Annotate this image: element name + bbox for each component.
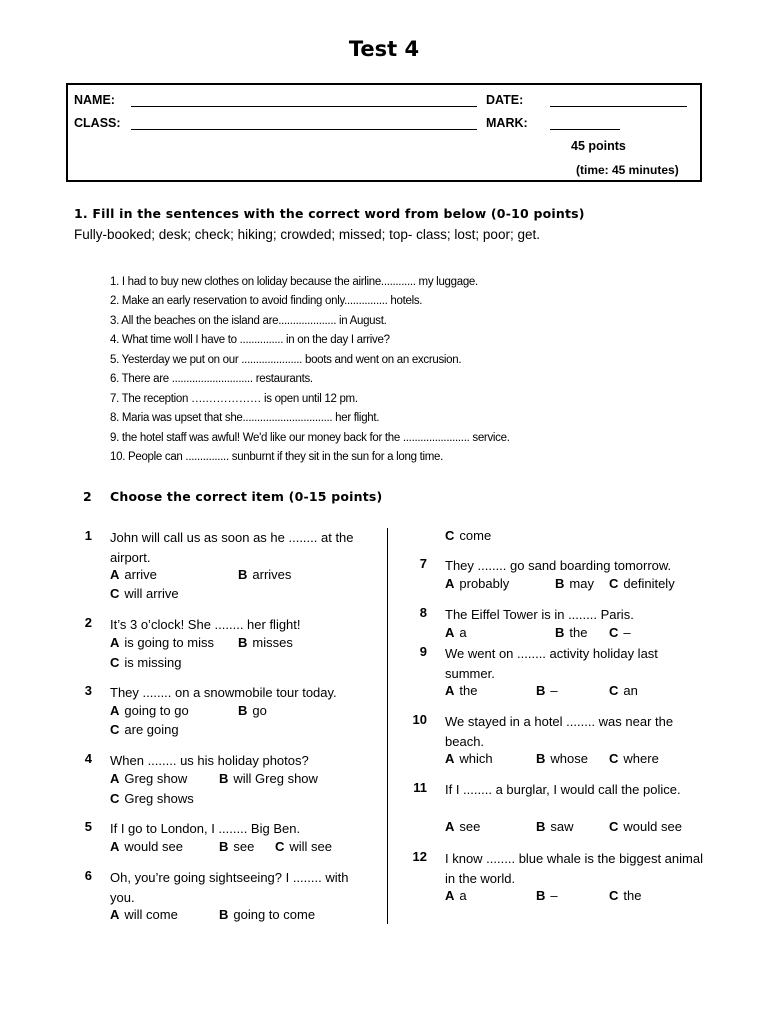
option-c[interactable] <box>609 625 631 640</box>
option-letter: C <box>110 791 120 806</box>
question-number: 2 <box>84 615 92 630</box>
question-text: If I ........ a burglar, I would call the police. <box>445 782 681 797</box>
question-number: 1 <box>84 528 92 543</box>
option-text: is missing <box>124 655 182 670</box>
option-letter: B <box>555 625 565 640</box>
question-number: 11 <box>413 780 427 795</box>
option-text: will arrive <box>124 586 179 601</box>
option-letter: C <box>609 888 619 903</box>
option-text: saw <box>550 819 574 834</box>
sentence-item: 10. People can ............... sunburnt if they sit in the sun for a long time. <box>110 451 443 463</box>
option-text: where <box>623 751 659 766</box>
option-letter: A <box>110 635 120 650</box>
option-letter: B <box>238 635 248 650</box>
option-text: are going <box>124 722 179 737</box>
name-label: NAME: <box>74 93 115 107</box>
option-b[interactable] <box>555 576 594 591</box>
option-text: a <box>459 625 467 640</box>
date-field[interactable] <box>550 106 687 107</box>
option-a[interactable] <box>445 625 467 640</box>
sentence-item: 3. All the beaches on the island are.................... in August. <box>110 315 387 327</box>
option-text: come <box>459 528 492 543</box>
question-text: They ........ on a snowmobile tour today. <box>110 685 337 700</box>
option-c[interactable] <box>609 683 638 698</box>
total-points: 45 points <box>571 139 626 153</box>
option-text: – <box>550 683 558 698</box>
option-text: an <box>623 683 638 698</box>
option-c[interactable] <box>110 586 179 601</box>
date-label: DATE: <box>486 93 524 107</box>
question-text: The Eiffel Tower is in ........ Paris. <box>445 607 634 622</box>
option-c[interactable] <box>110 655 181 670</box>
question-text: If I go to London, I ........ Big Ben. <box>110 821 301 836</box>
option-letter: C <box>110 722 120 737</box>
option-letter: C <box>609 576 619 591</box>
option-letter: A <box>445 888 455 903</box>
option-letter: A <box>110 771 120 786</box>
option-text: definitely <box>623 576 675 591</box>
option-text: arrives <box>252 567 292 582</box>
sentence-item: 2. Make an early reservation to avoid finding only............... hotels. <box>110 295 423 307</box>
option-c[interactable] <box>609 751 659 766</box>
option-letter: C <box>609 625 619 640</box>
option-letter: A <box>445 751 455 766</box>
option-a[interactable] <box>445 683 477 698</box>
question-text: It’s 3 o’clock! She ........ her flight! <box>110 617 301 632</box>
option-text: misses <box>252 635 293 650</box>
option-text: would see <box>124 839 183 854</box>
option-a[interactable] <box>110 771 187 786</box>
option-text: see <box>459 819 481 834</box>
option-letter: B <box>536 683 546 698</box>
option-text: see <box>233 839 255 854</box>
option-a[interactable] <box>110 635 214 650</box>
question-number: 12 <box>412 849 427 864</box>
option-letter: A <box>110 839 120 854</box>
option-text: the <box>623 888 642 903</box>
option-letter: C <box>275 839 285 854</box>
option-a[interactable] <box>110 567 157 582</box>
question-number: 9 <box>419 644 427 659</box>
option-letter: A <box>445 576 455 591</box>
option-text: the <box>459 683 478 698</box>
option-letter: B <box>219 839 229 854</box>
option-letter: B <box>536 819 546 834</box>
option-text: going to go <box>124 703 189 718</box>
option-letter: A <box>445 625 455 640</box>
option-text: whose <box>550 751 588 766</box>
section1-heading: 1. Fill in the sentences with the correct word from below (0-10 points) <box>74 206 585 221</box>
option-b[interactable] <box>555 625 587 640</box>
question-number: 6 <box>84 868 92 883</box>
option-b[interactable] <box>238 635 293 650</box>
option-text: Greg shows <box>124 791 194 806</box>
option-letter: A <box>110 907 120 922</box>
class-field[interactable] <box>131 129 477 130</box>
option-text: will see <box>289 839 333 854</box>
option-b[interactable] <box>238 703 267 718</box>
option-c[interactable] <box>609 888 641 903</box>
option-c[interactable] <box>110 791 194 806</box>
option-letter: B <box>536 888 546 903</box>
option-text: a <box>459 888 467 903</box>
question-text: We stayed in a hotel ........ was near the beach. <box>445 714 674 749</box>
sentence-item: 8. Maria was upset that she............................... her flight. <box>110 412 380 424</box>
question-number: 8 <box>419 605 427 620</box>
section2-heading: Choose the correct item (0-15 points) <box>110 489 383 504</box>
sentence-item: 5. Yesterday we put on our ..................... boots and went on an excrusion. <box>110 354 462 366</box>
mark-field[interactable] <box>550 129 620 130</box>
option-letter: A <box>110 567 120 582</box>
option-letter: B <box>219 907 229 922</box>
page-title: Test 4 <box>348 37 420 61</box>
option-text: will come <box>124 907 178 922</box>
time-limit: (time: 45 minutes) <box>576 163 679 177</box>
option-a[interactable] <box>445 751 493 766</box>
option-c[interactable] <box>445 528 491 543</box>
option-a[interactable] <box>110 839 183 854</box>
option-text: going to come <box>233 907 316 922</box>
option-text: is going to miss <box>124 635 214 650</box>
option-c[interactable] <box>110 722 179 737</box>
option-text: will Greg show <box>233 771 318 786</box>
option-c[interactable] <box>275 839 332 854</box>
sentence-item: 1. I had to buy new clothes on loliday because the airline............ my luggage. <box>110 276 478 288</box>
sentence-item: 9. the hotel staff was awful! We'd like our money back for the ....................... service. <box>110 432 510 444</box>
option-letter: A <box>110 703 120 718</box>
section2-number: 2 <box>83 489 92 504</box>
option-text: which <box>459 751 493 766</box>
option-letter: C <box>609 819 619 834</box>
question-number: 10 <box>412 712 427 727</box>
option-letter: B <box>219 771 229 786</box>
question-number: 4 <box>84 751 92 766</box>
name-field[interactable] <box>131 106 477 107</box>
option-letter: B <box>238 567 248 582</box>
mark-label: MARK: <box>486 116 528 130</box>
class-label: CLASS: <box>74 116 121 130</box>
question-text: When ........ us his holiday photos? <box>110 753 309 768</box>
sentence-item: 4. What time woll I have to ............... in on the day I arrive? <box>110 334 390 346</box>
option-c[interactable] <box>609 576 675 591</box>
option-b[interactable] <box>536 751 588 766</box>
option-text: go <box>252 703 267 718</box>
option-text: – <box>550 888 558 903</box>
option-letter: C <box>609 751 619 766</box>
word-bank: Fully-booked; desk; check; hiking; crowded; missed; top- class; lost; poor; get. <box>74 227 540 242</box>
option-letter: B <box>238 703 248 718</box>
student-info-box <box>66 83 702 182</box>
option-a[interactable] <box>110 907 178 922</box>
option-text: probably <box>459 576 510 591</box>
option-text: arrive <box>124 567 157 582</box>
question-text: John will call us as soon as he ........ at the airport. <box>110 530 354 565</box>
option-letter: A <box>445 683 455 698</box>
option-letter: B <box>555 576 565 591</box>
question-number: 5 <box>84 819 92 834</box>
option-letter: C <box>445 528 455 543</box>
option-b[interactable] <box>219 839 254 854</box>
option-text: – <box>623 625 631 640</box>
question-number: 3 <box>84 683 92 698</box>
question-text: Oh, you’re going sightseeing? I ........ with you. <box>110 870 349 905</box>
option-b[interactable] <box>536 819 574 834</box>
option-b[interactable] <box>238 567 291 582</box>
question-number: 7 <box>419 556 427 571</box>
option-text: Greg show <box>124 771 188 786</box>
sentence-item: 7. The reception ….…………… is open until 12 pm. <box>110 393 358 405</box>
option-text: would see <box>623 819 682 834</box>
option-c[interactable] <box>609 819 682 834</box>
sentence-item: 6. There are ............................ restaurants. <box>110 373 313 385</box>
option-text: the <box>569 625 588 640</box>
option-letter: C <box>110 586 120 601</box>
option-a[interactable] <box>110 703 189 718</box>
option-b[interactable] <box>219 771 318 786</box>
question-text: We went on ........ activity holiday last summer. <box>445 646 658 681</box>
question-text: I know ........ blue whale is the biggest animal in the world. <box>445 851 703 886</box>
option-letter: B <box>536 751 546 766</box>
option-b[interactable] <box>219 907 315 922</box>
column-divider <box>387 528 388 924</box>
option-letter: C <box>110 655 120 670</box>
option-letter: A <box>445 819 455 834</box>
option-a[interactable] <box>445 576 509 591</box>
option-letter: C <box>609 683 619 698</box>
option-b[interactable] <box>536 888 558 903</box>
option-b[interactable] <box>536 683 558 698</box>
question-text: They ........ go sand boarding tomorrow. <box>445 558 672 573</box>
option-text: may <box>569 576 594 591</box>
option-a[interactable] <box>445 888 467 903</box>
option-a[interactable] <box>445 819 480 834</box>
